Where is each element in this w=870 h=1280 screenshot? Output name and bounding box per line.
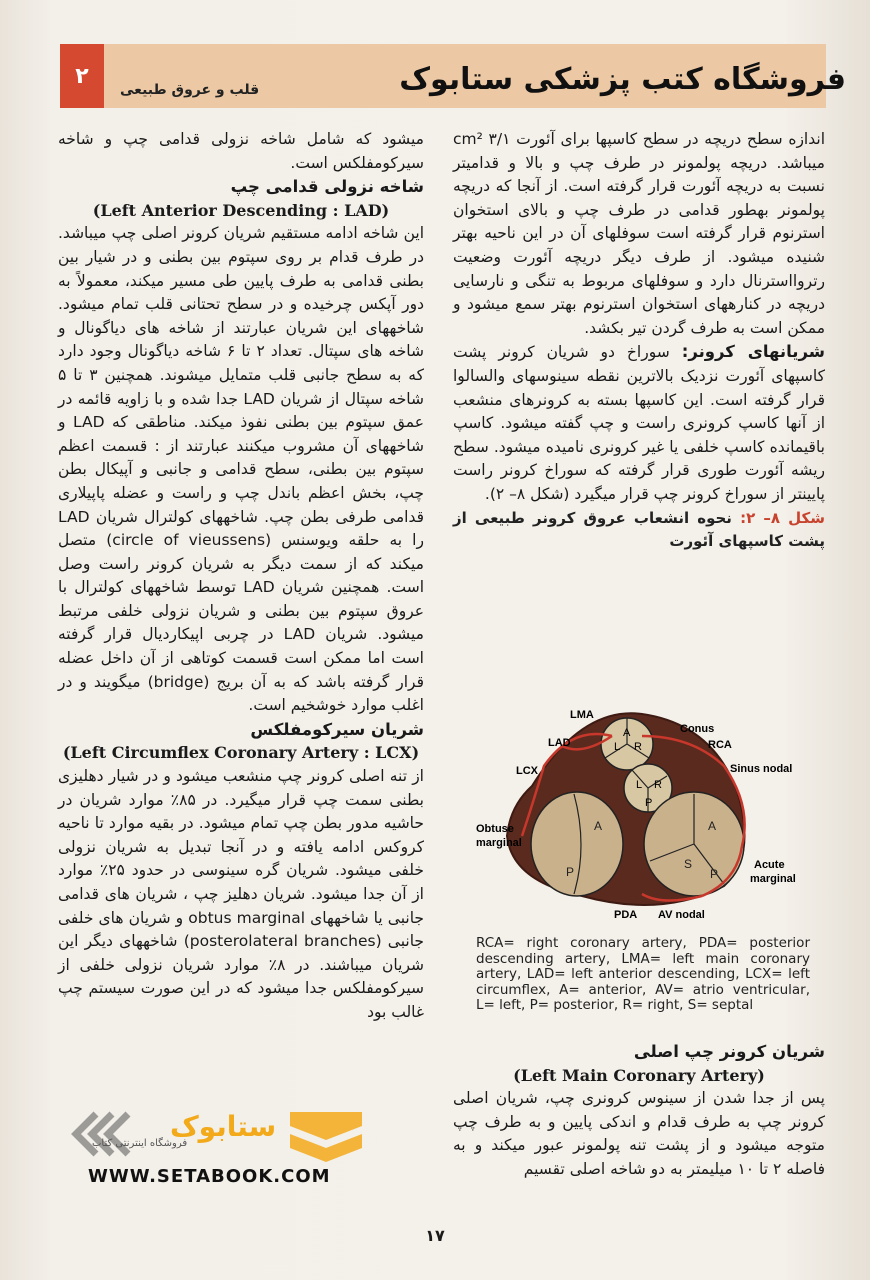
label-obtuse-1: Obtuse — [476, 823, 514, 835]
store-name: فروشگاه کتب پزشکی ستابوک — [399, 62, 846, 97]
coronary-anatomy-figure — [462, 696, 808, 928]
label-tric-a: A — [708, 819, 717, 833]
watermark-url: WWW.SETABOOK.COM — [88, 1166, 331, 1187]
label-mitral-p: P — [566, 865, 575, 879]
watermark-subtitle: فروشگاه اینترنتی کتاب — [92, 1138, 188, 1149]
lmca-heading: شریان کرونر چپ اصلی — [633, 1042, 825, 1061]
label-acute-2: marginal — [750, 873, 796, 885]
label-acute-1: Acute — [754, 859, 785, 871]
label-pda: PDA — [614, 909, 638, 921]
label-cusp-r2: R — [654, 779, 662, 791]
left-column — [58, 128, 424, 1025]
watermark-brand: ستابوک — [170, 1110, 277, 1143]
paragraph-lmca: پس از جدا شدن از سینوس کرونری چپ، شریان اصلی کرونر چپ به طرف قدام و اندکی پایین و به طرف چپ متوجه میشود و از پشت تنه پولمونر عبور میکند و به فاصله ۲ تا ۱۰ میلیمتر به دو شاخه اصلی تقسیم — [453, 1089, 825, 1178]
lcx-heading: شریان سیرکومفلکس — [250, 719, 424, 739]
paragraph-valve-area: اندازه سطح دریچه در سطح کاسپها برای آئورت ۳/۱ cm² میباشد. دریچه پولمونر در طرف چپ و بالا و قدامیتر نسبت به دریچه آئورت قرار گرفته است. از آنجا که دریچه پولمونر بهطور قدامی در طرف چپ و بالای استخوان استرنوم قرار گرفته است سوفلهای آن در این ناحیه بهتر شنیده میشود. از طرف دیگر دریچه آئورت وضعیت رتروااسترنال دارد و سوفلهای مربوط به تنگی و نارسایی دریچه در کنارههای استخوان استرنوم بهتر سمع میشود و ممکن است به طرف گردن تیر بکشد. — [453, 130, 825, 337]
watermark-book-icon — [290, 1112, 362, 1162]
label-tric-p: P — [710, 867, 719, 881]
label-conus: Conus — [680, 723, 715, 735]
label-obtuse-2: marginal — [476, 837, 522, 849]
paragraph-continuation: میشود که شامل شاخه نزولی قدامی چپ و شاخه سیرکومفلکس است. — [58, 130, 424, 172]
label-av-nodal: AV nodal — [658, 909, 705, 921]
label-cusp-a1: A — [623, 727, 631, 739]
page-number: ۱۷ — [425, 1226, 445, 1245]
label-mitral-a: A — [594, 819, 603, 833]
label-cusp-l1: L — [614, 741, 621, 753]
paragraph-coronary — [453, 340, 825, 506]
label-cusp-l2: L — [636, 779, 643, 791]
coronary-text: سوراخ دو شریان کرونر پشت کاسپهای آئورت نزدیک بالاترین نقطه سینوسهای والسالوا قرار گرفته است. این کاسپها بسته به کرونرهای منشعب از آنها کاسپ کرونری راست و چپ گفته میشود. کاسپ باقیمانده کاسپ خلفی یا غیر کرونری نامیده میشود. سطح ریشه آئورت طوری قرار گرفته که سوراخ کرونر راست پایینتر از سوراخ کرونر چپ قرار میگیرد (شکل ۸– ۲). — [453, 343, 825, 503]
coronary-heading: شریانهای کرونر: — [681, 342, 825, 362]
lmca-english-heading: (Left Main Coronary Artery) — [513, 1065, 765, 1085]
lad-heading: شاخه نزولی قدامی چپ — [230, 177, 424, 197]
chapter-number-badge: ۲ — [60, 44, 104, 108]
label-cusp-p2: P — [645, 797, 653, 809]
paragraph-lad: این شاخه ادامه مستقیم شریان کرونر اصلی چپ میباشد. در طرف قدام بر روی سپتوم بین بطنی و در شیار بین بطنی قدامی به طرف پایین طی مسیر میکند، معمولاً به دور آپکس چرخیده و در سطح تحتانی قلب تمام میشود. شاخههای این شریان عبارتند از شاخه های دیاگونال و شاخه های سپتال. تعداد ۲ تا ۶ شاخه دیاگونال وجود دارد که به سطح جانبی قلب متمایل میشوند. همچنین ۳ تا ۵ شاخه سپتال از شریان LAD جدا شده و با زاویه قائمه در عمق سپتوم بین بطنی نفوذ میکند. مناطقی که LAD و شاخههای آن مشروب میکنند عبارتند از : قسمت اعظم سپتوم بین بطنی، سطح قدامی و جانبی و آپیکال بطن چپ، بخش اعظم باندل چپ و راست و عضله پاپیلاری قدامی طرفی بطن چپ. شاخههای کولترال شریان LAD را به حلقه ویوسنس (circle of vieussens) متصل میکند که از سمت دیگر به شریان کرونر راست وصل است. همچنین شریان LAD توسط شاخههای کولترال با عروق سپتوم بین بطنی و شریان نزولی خلفی مرتبط میشود. شریان LAD در چربی اپیکاردیال قرار گرفته است اما ممکن است قسمت کوتاهی از آن داخل عضله قرار گرفته باشد که به آن بریج (bridge) میگویند و در اغلب موارد خوشخیم است. — [58, 224, 425, 715]
chapter-title: قلب و عروق طبیعی — [120, 82, 260, 98]
label-cusp-r1: R — [634, 741, 642, 753]
label-sinus-nodal: Sinus nodal — [730, 763, 793, 775]
lcx-english-heading: (Left Circumflex Coronary Artery : LCX) — [62, 743, 420, 763]
page-header — [60, 44, 846, 108]
label-tric-s: S — [684, 857, 693, 871]
right-column-lower — [453, 1040, 825, 1182]
label-lcx: LCX — [516, 765, 538, 777]
label-lad: LAD — [548, 737, 571, 749]
figure-title — [453, 507, 825, 554]
label-lma: LMA — [570, 709, 594, 721]
figure-label: شکل ۸– ۲: — [740, 508, 825, 527]
figure-title-text: نحوه انشعاب عروق کرونر طبیعی از پشت کاسپهای آئورت — [453, 508, 825, 551]
paragraph-lcx: از تنه اصلی کرونر چپ منشعب میشود و در شیار دهلیزی بطنی سمت چپ قرار میگیرد. در ۸۵٪ موارد شریان در حاشیه مدور بطن چپ تمام میشود. در بقیه موارد تا ناحیه کروکس ادامه یافته و در آنجا تبدیل به شریان نزولی خلفی میشود. شریان گره سینوسی در حدود ۲۵٪ موارد از آن جدا میشود. شریان دهلیز چپ ، شریان های قدامی جانبی یا شاخههای obtus marginal و شریان های خلفی جانبی (posterolateral branches) شاخههای دیگر این شریان میباشند. در ۸٪ موارد شریان نزولی خلفی از سیرکومفلکس جدا میشود که در این صورت سیستم چپ غالب بود — [58, 767, 425, 1021]
right-column — [453, 128, 825, 554]
label-rca: RCA — [708, 739, 732, 751]
figure-caption: RCA= right coronary artery, PDA= posterior descending artery, LMA= left main coronary artery, LAD= left anterior descending, LCX= left circumflex, A= anterior, AV= atrio ventricular, L= left, P= posterior, R= right, S= septal — [476, 935, 810, 1014]
lad-english-heading: (Left Anterior Descending : LAD) — [92, 200, 390, 220]
